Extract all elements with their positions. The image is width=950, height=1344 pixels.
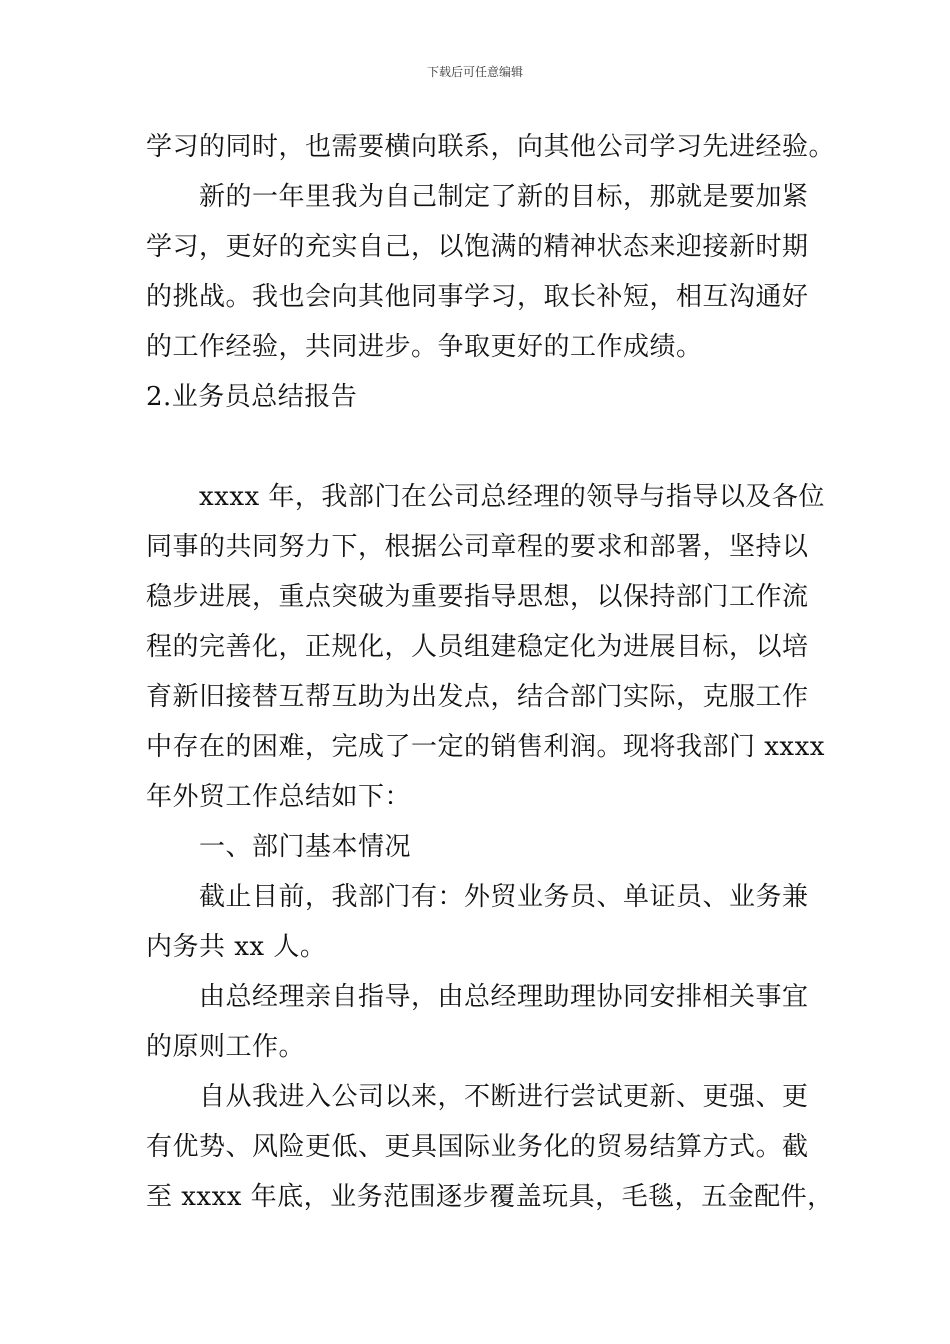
subsection-heading: 一、部门基本情况: [199, 832, 412, 862]
paragraph-line: 同事的共同努力下，根据公司章程的要求和部署，坚持以: [146, 532, 809, 562]
paragraph-line: 有优势、风险更低、更具国际业务化的贸易结算方式。截: [146, 1132, 809, 1162]
paragraph-line: 自从我进入公司以来，不断进行尝试更新、更强、更: [199, 1082, 809, 1112]
blank-line: [146, 422, 810, 472]
paragraph-line: 年外贸工作总结如下：: [146, 782, 412, 812]
paragraph-line: 由总经理亲自指导，由总经理助理协同安排相关事宜: [199, 982, 809, 1012]
paragraph-line: 的原则工作。: [146, 1032, 306, 1062]
paragraph-line: 的工作经验，共同进步。争取更好的工作成绩。: [146, 332, 703, 362]
page-header-note: 下载后可任意编辑: [426, 65, 523, 79]
paragraph-line: 中存在的困难，完成了一定的销售利润。现将我部门 xxxx: [146, 732, 825, 762]
paragraph-line: 截止目前，我部门有：外贸业务员、单证员、业务兼: [199, 882, 809, 912]
paragraph-line: 育新旧接替互帮互助为出发点，结合部门实际，克服工作: [146, 682, 809, 712]
paragraph-line: 的挑战。我也会向其他同事学习，取长补短，相互沟通好: [146, 282, 809, 312]
paragraph-line: 稳步进展，重点突破为重要指导思想，以保持部门工作流: [146, 582, 809, 612]
paragraph-line: 内务共 xx 人。: [146, 932, 327, 962]
paragraph-line: 至 xxxx 年底，业务范围逐步覆盖玩具，毛毯，五金配件，: [146, 1182, 834, 1212]
paragraph-line: 程的完善化，正规化，人员组建稳定化为进展目标，以培: [146, 632, 809, 662]
paragraph-line: 学习，更好的充实自己，以饱满的精神状态来迎接新时期: [146, 232, 809, 262]
document-body: [146, 122, 836, 1222]
paragraph-line: 学习的同时，也需要横向联系，向其他公司学习先进经验。: [146, 132, 836, 162]
paragraph-line: xxxx 年，我部门在公司总经理的领导与指导以及各位: [199, 482, 825, 512]
section-heading: 2.业务员总结报告: [146, 382, 358, 412]
paragraph-line: 新的一年里我为自己制定了新的目标，那就是要加紧: [199, 182, 809, 212]
